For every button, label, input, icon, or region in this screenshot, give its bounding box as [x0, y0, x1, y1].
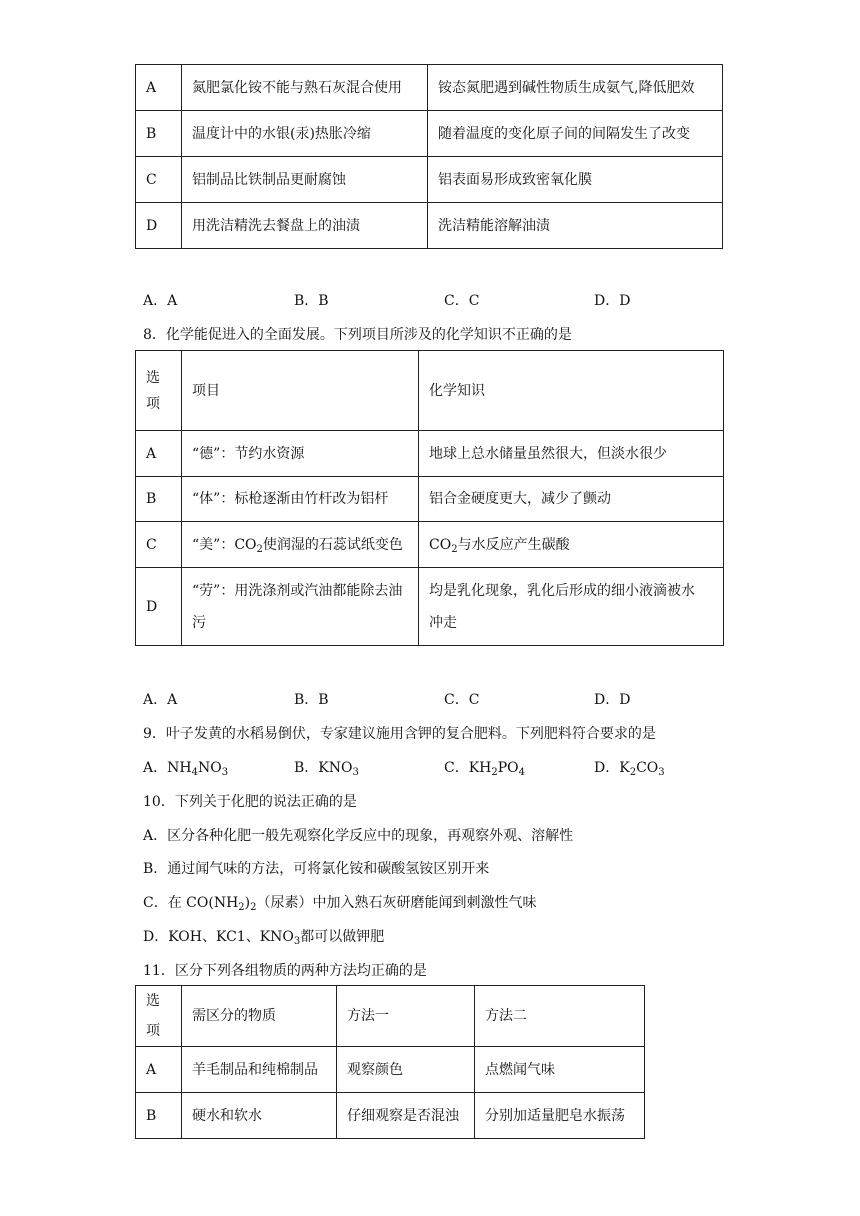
table-row — [136, 477, 724, 522]
table-row — [136, 203, 723, 249]
subscript: 2 — [451, 543, 458, 555]
option-prefix: B． — [294, 760, 319, 776]
header-option: 选项 — [136, 986, 182, 1047]
formula-part: KH — [468, 760, 492, 776]
row-label: B — [136, 111, 182, 157]
subscript: 2 — [491, 767, 498, 778]
q7-option-a[interactable]: A．A — [143, 293, 178, 309]
q9-option-c[interactable] — [444, 757, 525, 777]
q7-option-d[interactable]: D．D — [594, 293, 631, 309]
row-fact: 铝制品比铁制品更耐腐蚀 — [182, 157, 428, 203]
option-prefix: D． — [594, 760, 620, 776]
row-item — [182, 522, 419, 568]
q7-option-c[interactable]: C．C — [444, 293, 480, 309]
subscript: 2 — [238, 902, 245, 913]
formula-part: K — [619, 760, 630, 776]
q10-option-d[interactable] — [143, 926, 384, 946]
q8-option-a[interactable]: A．A — [143, 692, 178, 708]
q8-option-c[interactable]: C．C — [444, 692, 480, 708]
q10-option-c[interactable] — [143, 892, 537, 912]
subscript: 4 — [518, 767, 526, 778]
row-substances: 硬水和软水 — [182, 1093, 337, 1139]
subscript: 3 — [352, 767, 359, 778]
header-substances: 需区分的物质 — [182, 986, 337, 1047]
row-knowledge — [419, 568, 724, 646]
formula-part: KNO — [318, 760, 353, 776]
text-part: “美”：CO — [192, 536, 257, 553]
q8-option-d[interactable]: D．D — [594, 692, 631, 708]
row-item — [182, 568, 419, 646]
row-explanation: 铵态氮肥遇到碱性物质生成氨气,降低肥效 — [428, 65, 723, 111]
row-label: A — [136, 1047, 182, 1093]
text-line: 污 — [192, 614, 206, 631]
q8-stem: 8．化学能促进入的全面发展。下列项目所涉及的化学知识不正确的是 — [143, 327, 572, 343]
table-row — [136, 1047, 645, 1093]
text-part: ) — [244, 895, 251, 911]
row-label: D — [136, 568, 182, 646]
subscript: 2 — [250, 902, 257, 913]
row-label: C — [136, 157, 182, 203]
row-item: “德”：节约水资源 — [182, 431, 419, 477]
text-line: “劳”：用洗涤剂或汽油都能除去油 — [192, 582, 403, 599]
option-prefix: C． — [444, 760, 469, 776]
table-row — [136, 522, 724, 568]
text-line: 均是乳化现象，乳化后形成的细小液滴被水 — [429, 582, 695, 599]
row-method-2: 点燃闻气味 — [475, 1047, 645, 1093]
row-fact: 温度计中的水银(汞)热胀冷缩 — [182, 111, 428, 157]
subscript: 4 — [191, 767, 198, 778]
row-label: B — [136, 1093, 182, 1139]
option-prefix: A． — [143, 760, 168, 776]
table-row — [136, 431, 724, 477]
table-row — [136, 1093, 645, 1139]
subscript: 3 — [221, 767, 229, 778]
row-label: D — [136, 203, 182, 249]
row-knowledge: 铝合金硬度更大，减少了颤动 — [419, 477, 724, 522]
formula-part: PO — [497, 760, 519, 776]
q10-option-b[interactable]: B．通过闻气味的方法，可将氯化铵和碳酸氢铵区别开来 — [143, 861, 490, 877]
text-part: 与水反应产生碳酸 — [457, 536, 570, 553]
q8-option-b[interactable]: B．B — [294, 692, 329, 708]
table-header-row — [136, 351, 724, 431]
subscript: 2 — [256, 543, 263, 555]
q9-stem: 9．叶子发黄的水稻易倒伏，专家建议施用含钾的复合肥料。下列肥料符合要求的是 — [143, 726, 656, 742]
header-method-2: 方法二 — [475, 986, 645, 1047]
header-option-text: 选项 — [146, 369, 160, 412]
row-fact: 用洗洁精洗去餐盘上的油渍 — [182, 203, 428, 249]
row-item: “体”：标枪逐渐由竹杆改为铝杆 — [182, 477, 419, 522]
text-part: 都可以做钾肥 — [300, 929, 385, 945]
formula-part: CO — [636, 760, 659, 776]
row-knowledge: 地球上总水储量虽然很大，但淡水很少 — [419, 431, 724, 477]
table-row — [136, 568, 724, 646]
row-explanation: 铝表面易形成致密氧化膜 — [428, 157, 723, 203]
header-option — [136, 351, 182, 431]
table-row — [136, 157, 723, 203]
text-part: （尿素）中加入熟石灰研磨能闻到刺激性气味 — [256, 895, 537, 911]
text-part: CO — [429, 536, 452, 553]
q9-option-a[interactable] — [143, 757, 228, 777]
row-fact: 氮肥氯化铵不能与熟石灰混合使用 — [182, 65, 428, 111]
row-method-1: 仔细观察是否混浊 — [337, 1093, 475, 1139]
row-label: A — [136, 65, 182, 111]
text-part: C．在 CO(NH — [143, 895, 239, 911]
header-item: 项目 — [182, 351, 419, 431]
text-part: 使润湿的石蕊试纸变色 — [262, 536, 403, 553]
q8-table — [135, 350, 724, 646]
row-label: A — [136, 431, 182, 477]
row-explanation: 随着温度的变化原子间的间隔发生了改变 — [428, 111, 723, 157]
row-method-1: 观察颜色 — [337, 1047, 475, 1093]
row-method-2: 分别加适量肥皂水振荡 — [475, 1093, 645, 1139]
table-row — [136, 111, 723, 157]
text-part: D．KOH、KC1、KNO — [143, 929, 294, 945]
subscript: 3 — [293, 936, 301, 947]
formula-part: NO — [197, 760, 222, 776]
subscript: 2 — [629, 767, 637, 778]
header-knowledge: 化学知识 — [419, 351, 724, 431]
row-substances: 羊毛制品和纯棉制品 — [182, 1047, 337, 1093]
q11-stem: 11．区分下列各组物质的两种方法均正确的是 — [143, 963, 427, 979]
q9-option-b[interactable] — [294, 757, 359, 777]
q7-option-b[interactable]: B．B — [294, 293, 329, 309]
table-header-row — [136, 986, 645, 1047]
row-label: C — [136, 522, 182, 568]
text-line: 冲走 — [429, 614, 457, 631]
subscript: 3 — [658, 767, 665, 778]
formula-part: NH — [167, 760, 192, 776]
row-explanation: 洗洁精能溶解油渍 — [428, 203, 723, 249]
q7-table — [135, 64, 723, 249]
q10-stem: 10．下列关于化肥的说法正确的是 — [143, 794, 357, 810]
row-label: B — [136, 477, 182, 522]
q10-option-a[interactable]: A．区分各种化肥一般先观察化学反应中的现象，再观察外观、溶解性 — [143, 828, 574, 844]
header-method-1: 方法一 — [337, 986, 475, 1047]
table-row — [136, 65, 723, 111]
q11-table — [135, 985, 645, 1139]
q9-option-d[interactable] — [594, 757, 665, 777]
row-knowledge — [419, 522, 724, 568]
